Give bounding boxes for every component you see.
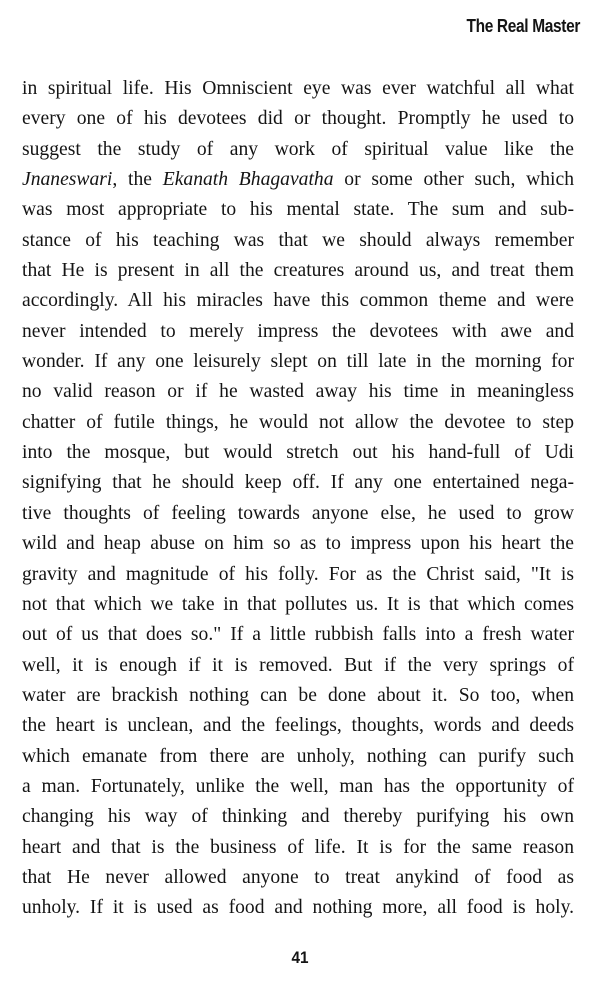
text-line: no valid reason or if he wasted away his time in meaningless xyxy=(22,381,574,403)
text-line: chatter of futile things, he would not allow the devotee to step xyxy=(22,411,574,433)
text-line: that He is present in all the creatures around us, and treat them xyxy=(22,260,574,282)
text-line: water are brackish nothing can be done about it. So too, when xyxy=(22,684,574,706)
text-segment: , the xyxy=(112,169,163,191)
text-line: the heart is unclean, and the feelings, thoughts, words and deeds xyxy=(22,715,574,737)
text-line: into the mosque, but would stretch out his hand-full of Udi xyxy=(22,442,574,464)
text-line: tive thoughts of feeling towards anyone else, he used to grow xyxy=(22,502,574,524)
text-line: out of us that does so." If a little rubbish falls into a fresh water xyxy=(22,624,574,646)
book-title-jnaneswari: Jnaneswari xyxy=(22,169,113,191)
text-line: gravity and magnitude of his folly. For as the Christ said, "It is xyxy=(22,563,574,585)
text-line: heart and that is the business of life. It is for the same reason xyxy=(22,836,574,858)
text-line: suggest the study of any work of spiritual value like the xyxy=(22,138,574,160)
text-segment: or some other such, which xyxy=(333,169,574,191)
text-line: signifying that he should keep off. If any one entertained nega- xyxy=(22,472,574,494)
text-line: accordingly. All his miracles have this common theme and were xyxy=(22,290,574,312)
text-line xyxy=(22,165,574,195)
text-line: well, it is enough if it is removed. But if the very springs of xyxy=(22,654,574,676)
body-paragraph xyxy=(22,74,574,924)
page-number: 41 xyxy=(291,948,309,967)
text-line: a man. Fortunately, unlike the well, man has the opportunity of xyxy=(22,775,574,797)
book-title-ekanath-bhagavatha: Ekanath Bhagavatha xyxy=(162,169,334,191)
text-line: wonder. If any one leisurely slept on till late in the morning for xyxy=(22,351,574,373)
text-line: not that which we take in that pollutes us. It is that which comes xyxy=(22,593,574,615)
text-line: every one of his devotees did or thought. Promptly he used to xyxy=(22,108,574,130)
text-line: was most appropriate to his mental state. The sum and sub- xyxy=(22,199,574,221)
running-head-title: The Real Master xyxy=(466,16,580,36)
text-line: in spiritual life. His Omniscient eye was ever watchful all what xyxy=(22,78,574,99)
text-line: unholy. If it is used as food and nothing more, all food is holy. xyxy=(22,897,574,919)
text-line: wild and heap abuse on him so as to impress upon his heart the xyxy=(22,533,574,555)
text-line: changing his way of thinking and thereby purifying his own xyxy=(22,806,574,828)
text-line: stance of his teaching was that we should always remember xyxy=(22,229,574,251)
text-line: never intended to merely impress the devotees with awe and xyxy=(22,320,574,342)
text-line: which emanate from there are unholy, nothing can purify such xyxy=(22,745,574,767)
text-line: that He never allowed anyone to treat anykind of food as xyxy=(22,866,574,888)
